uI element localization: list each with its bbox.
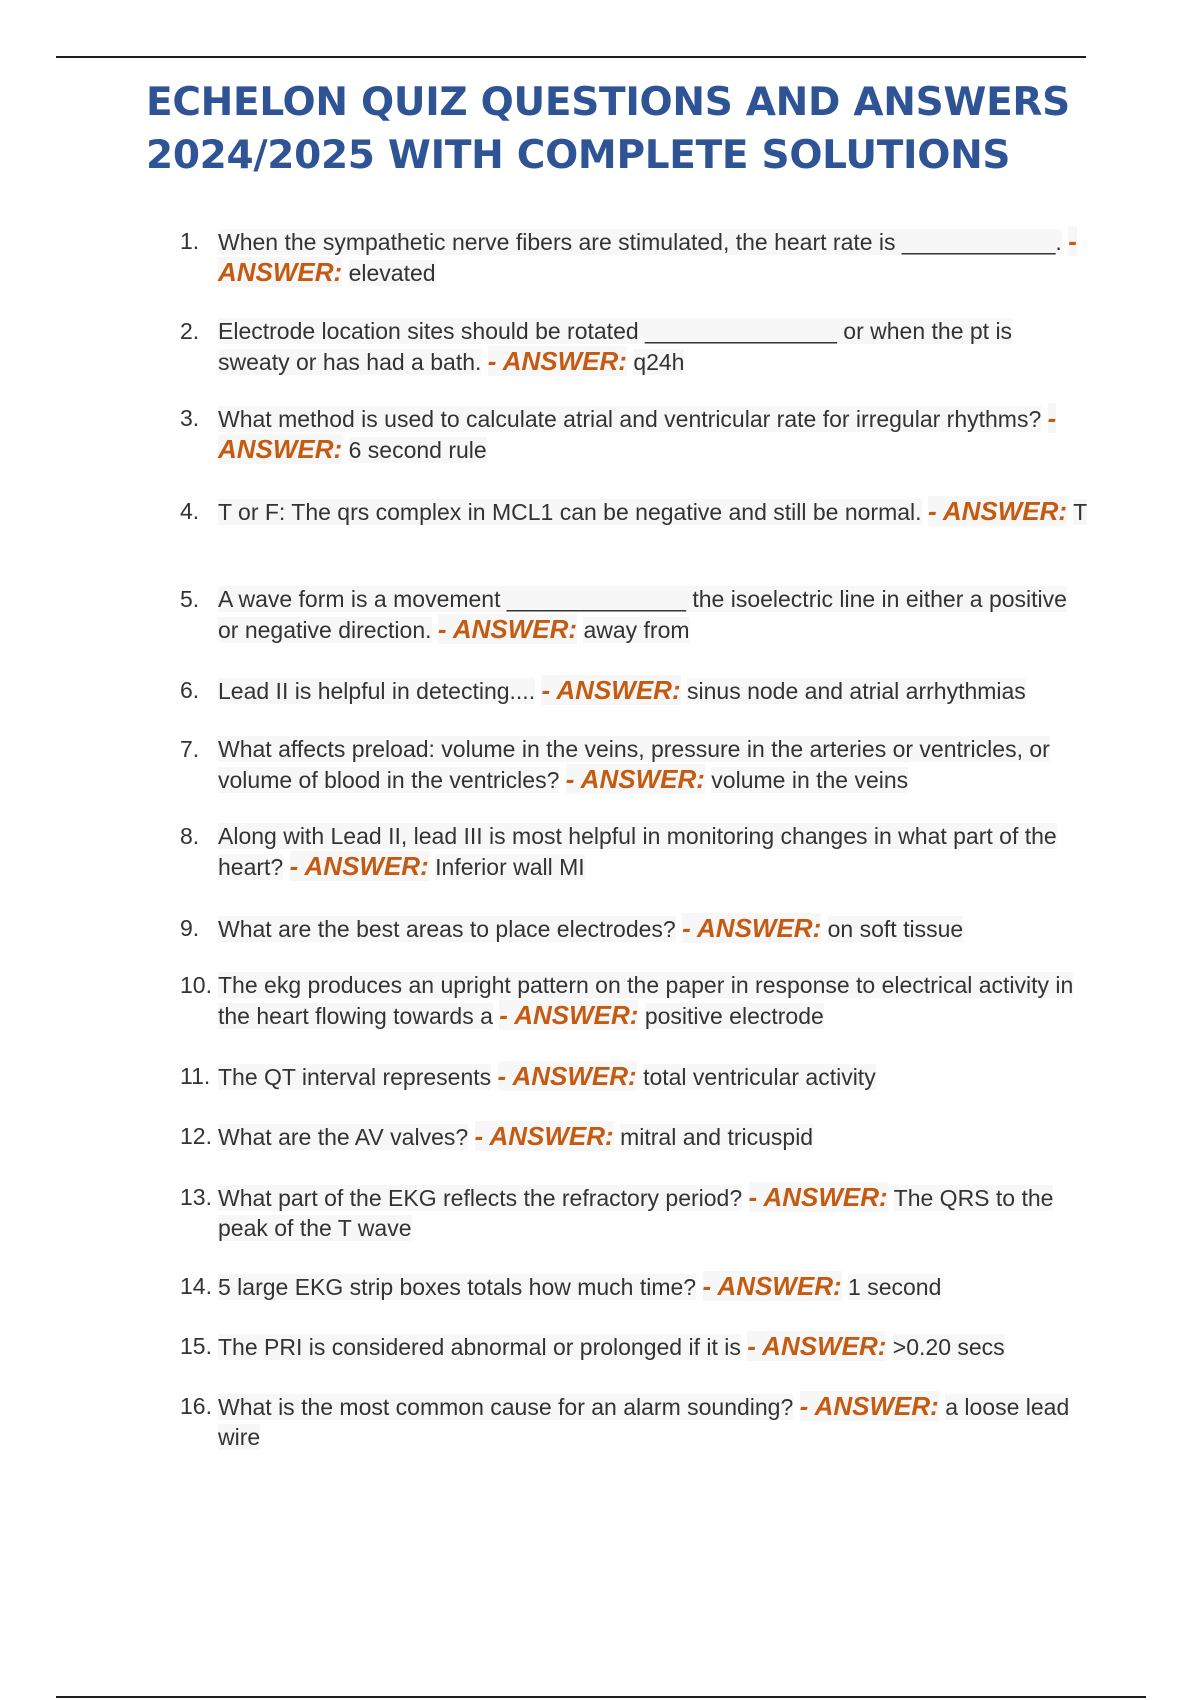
- answer-label: - ANSWER:: [499, 1000, 639, 1030]
- question-text: What is the most common cause for an alarm sounding?: [218, 1394, 794, 1420]
- question-text: 5 large EKG strip boxes totals how much time?: [218, 1274, 697, 1300]
- question-number: 3.: [180, 405, 200, 431]
- question-item: [180, 1271, 1090, 1302]
- question-number: 4.: [180, 498, 200, 524]
- question-number: 7.: [180, 736, 200, 762]
- answer-text: a loose lead wire: [218, 1394, 1070, 1450]
- question-text: What affects preload: volume in the veins, pressure in the arteries or ventricles, or volume of blood in the ventricles?: [218, 736, 1050, 793]
- answer-text: mitral and tricuspid: [620, 1124, 814, 1150]
- question-item: [180, 1121, 1090, 1152]
- question-number: 15.: [180, 1333, 212, 1359]
- answer-text: >0.20 secs: [892, 1334, 1005, 1360]
- question-number: 8.: [180, 823, 200, 849]
- question-item: [180, 403, 1090, 465]
- answer-text: 1 second: [848, 1274, 942, 1300]
- question-text: What are the AV valves?: [218, 1124, 469, 1150]
- question-item: [180, 1061, 1090, 1092]
- answer-text: total ventricular activity: [643, 1064, 876, 1090]
- question-number: 14.: [180, 1273, 212, 1299]
- answer-label: - ANSWER:: [747, 1331, 887, 1361]
- question-text: Electrode location sites should be rotated _______________ or when the pt is sweaty or has had a bath.: [218, 318, 1013, 375]
- question-item: [180, 675, 1090, 706]
- question-number: 11.: [180, 1063, 211, 1089]
- answer-label: - ANSWER:: [289, 851, 429, 881]
- answer-label: - ANSWER:: [218, 403, 1057, 464]
- answer-label: - ANSWER:: [748, 1182, 888, 1212]
- answer-text: volume in the veins: [711, 767, 909, 793]
- question-number: 16.: [180, 1393, 212, 1419]
- answer-label: - ANSWER:: [218, 226, 1077, 287]
- question-text: What are the best areas to place electrodes?: [218, 916, 676, 942]
- answer-label: - ANSWER:: [565, 764, 705, 794]
- question-item: [180, 913, 1090, 944]
- question-number: 2.: [180, 318, 200, 344]
- question-text: Lead II is helpful in detecting....: [218, 678, 536, 704]
- answer-text: The QRS to the peak of the T wave: [218, 1185, 1054, 1241]
- question-item: [180, 226, 1090, 288]
- answer-text: positive electrode: [644, 1003, 824, 1029]
- answer-text: elevated: [348, 260, 436, 286]
- answer-text: sinus node and atrial arrhythmias: [687, 678, 1026, 704]
- question-text: What part of the EKG reflects the refractory period?: [218, 1185, 743, 1211]
- bottom-rule: [56, 1696, 1146, 1698]
- answer-text: q24h: [633, 349, 685, 375]
- question-text: A wave form is a movement ______________ the isoelectric line in either a positive or negative direction.: [218, 586, 1067, 643]
- question-number: 5.: [180, 586, 200, 612]
- question-number: 9.: [180, 915, 200, 941]
- question-text: Along with Lead II, lead III is most helpful in monitoring changes in what part of the heart?: [218, 823, 1057, 880]
- title-line-2: 2024/2025 WITH COMPLETE SOLUTIONS: [146, 133, 1011, 178]
- question-item: [180, 496, 1090, 527]
- answer-label: - ANSWER:: [474, 1121, 614, 1151]
- question-item: [180, 970, 1090, 1031]
- question-item: [180, 1182, 1090, 1243]
- question-text: The QT interval represents: [218, 1064, 492, 1090]
- answer-label: - ANSWER:: [702, 1271, 842, 1301]
- question-number: 12.: [180, 1123, 212, 1149]
- answer-label: - ANSWER:: [497, 1061, 637, 1091]
- question-text: When the sympathetic nerve fibers are stimulated, the heart rate is ____________.: [218, 229, 1062, 255]
- question-number: 1.: [180, 228, 200, 254]
- answer-text: T: [1073, 499, 1088, 525]
- question-text: The ekg produces an upright pattern on the paper in response to electrical activity in the heart flowing towards a: [218, 972, 1074, 1029]
- question-text: The PRI is considered abnormal or prolonged if it is: [218, 1334, 741, 1360]
- answer-label: - ANSWER:: [799, 1391, 939, 1421]
- answer-text: Inferior wall MI: [435, 854, 585, 880]
- answer-label: - ANSWER:: [927, 496, 1068, 526]
- question-item: [180, 734, 1090, 795]
- question-number: 6.: [180, 677, 200, 703]
- answer-text: on soft tissue: [827, 916, 964, 942]
- answer-text: away from: [583, 617, 690, 643]
- question-text: T or F: The qrs complex in MCL1 can be negative and still be normal.: [218, 499, 922, 525]
- answer-text: 6 second rule: [348, 437, 487, 463]
- question-item: [180, 316, 1090, 377]
- question-item: [180, 1391, 1090, 1452]
- answer-label: - ANSWER:: [541, 675, 681, 705]
- question-item: [180, 584, 1090, 645]
- answer-label: - ANSWER:: [682, 913, 822, 943]
- question-number: 10.: [180, 972, 212, 998]
- question-item: [180, 821, 1090, 882]
- answer-label: - ANSWER:: [487, 346, 627, 376]
- title-line-1: ECHELON QUIZ QUESTIONS AND ANSWERS: [146, 80, 1070, 125]
- question-text: What method is used to calculate atrial and ventricular rate for irregular rhythms?: [218, 406, 1042, 432]
- question-item: [180, 1331, 1090, 1362]
- answer-label: - ANSWER:: [437, 614, 578, 644]
- question-number: 13.: [180, 1184, 212, 1210]
